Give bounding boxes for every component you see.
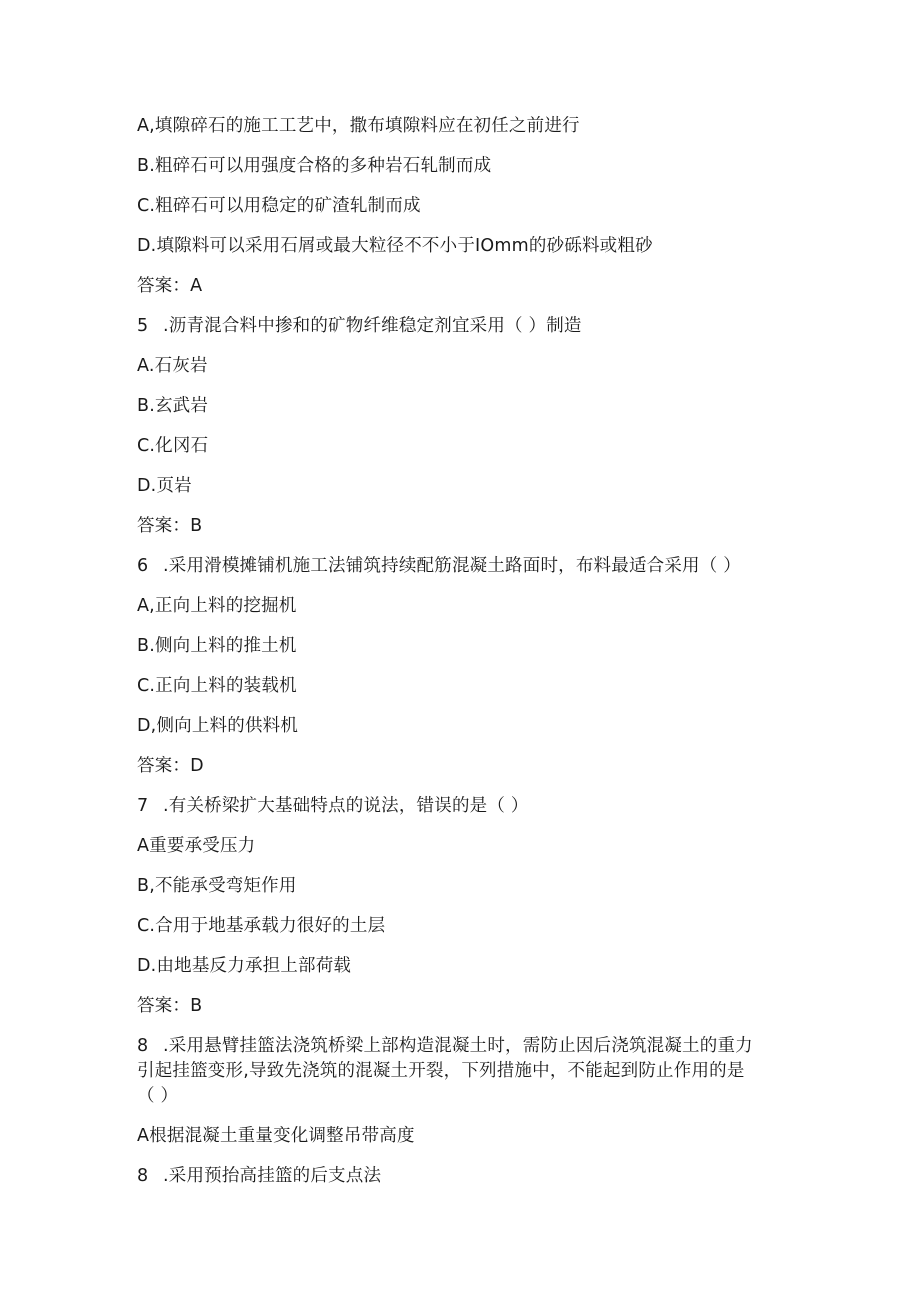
q6-option-a: A,正向上料的挖掘机 — [137, 596, 297, 616]
q7-option-d: D.由地基反力承担上部荷载 — [137, 956, 352, 976]
q8-stem-text-1: .采用悬臂挂篮法浇筑桥梁上部构造混凝土时，需防止因后浇筑混凝土的重力 — [163, 1036, 753, 1056]
q8-option-a: A根据混凝土重量变化调整吊带高度 — [137, 1126, 415, 1146]
q7-option-c: C.合用于地基承载力很好的土层 — [137, 916, 386, 936]
q5-answer: 答案：B — [137, 516, 203, 536]
q8b-line — [137, 1164, 381, 1188]
q8-stem-line2: 引起挂篮变形,导致先浇筑的混凝土开裂，下列措施中，不能起到防止作用的是 — [137, 1061, 745, 1081]
q7-answer: 答案：B — [137, 996, 203, 1016]
q4-option-d: D.填隙料可以采用石屑或最大粒径不不小于IOmm的砂砾料或粗砂 — [137, 236, 653, 256]
q5-option-c: C.化冈石 — [137, 436, 209, 456]
q8b-number: 8 — [137, 1166, 149, 1186]
q5-stem-text: .沥青混合料中掺和的矿物纤维稳定剂宜采用（ ）制造 — [163, 316, 582, 336]
q6-number: 6 — [137, 556, 149, 576]
q4-option-a: A,填隙碎石的施工工艺中，撒布填隙料应在初任之前进行 — [137, 116, 580, 136]
q7-stem-text: .有关桥梁扩大基础特点的说法，错误的是（ ） — [163, 796, 529, 816]
q8-number: 8 — [137, 1036, 149, 1056]
q8b-text: .采用预抬高挂篮的后支点法 — [163, 1166, 382, 1186]
q7-number: 7 — [137, 796, 149, 816]
q6-stem-text: .采用滑模摊铺机施工法铺筑持续配筋混凝土路面时，布料最适合采用（ ） — [163, 556, 741, 576]
q8-stem-line1 — [137, 1034, 753, 1058]
q5-option-b: B.玄武岩 — [137, 396, 209, 416]
q8-stem-line3: （ ） — [137, 1086, 179, 1106]
q4-option-c: C.粗碎石可以用稳定的矿渣轧制而成 — [137, 196, 421, 216]
q6-option-d: D,侧向上料的供料机 — [137, 716, 299, 736]
q6-option-c: C.正向上料的装载机 — [137, 676, 297, 696]
q4-option-b: B.粗碎石可以用强度合格的多种岩石轧制而成 — [137, 156, 492, 176]
q7-option-a: A重要承受压力 — [137, 836, 256, 856]
q5-option-a: A.石灰岩 — [137, 356, 208, 376]
q7-stem — [137, 794, 529, 818]
q6-stem — [137, 554, 741, 578]
q6-answer: 答案：D — [137, 756, 204, 776]
q7-option-b: B,不能承受弯矩作用 — [137, 876, 297, 896]
q5-option-d: D.页岩 — [137, 476, 192, 496]
q5-stem — [137, 314, 582, 338]
q4-answer: 答案：A — [137, 276, 203, 296]
q5-number: 5 — [137, 316, 149, 336]
q6-option-b: B.侧向上料的推土机 — [137, 636, 297, 656]
